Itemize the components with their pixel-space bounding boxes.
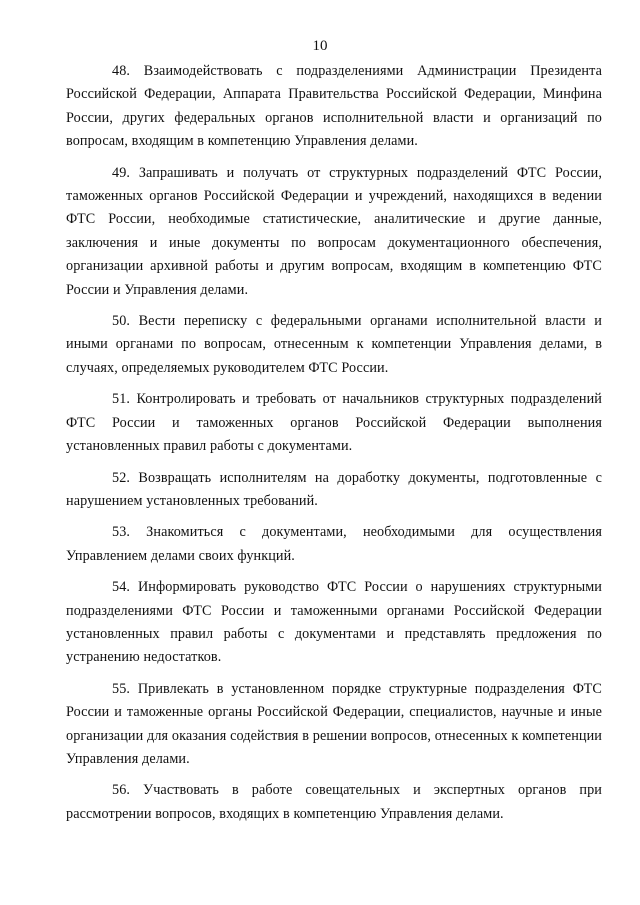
- paragraph-53: 53. Знакомиться с документами, необходимыми для осуществления Управлением делами своих функций.: [66, 524, 602, 564]
- paragraph-52: 52. Возвращать исполнителям на доработку документы, подготовленные с нарушением установленных требований.: [66, 469, 602, 509]
- paragraph-55: 55. Привлекать в установленном порядке структурные подразделения ФТС России и таможенные органы Российской Федерации, специалистов, научные и иные организации для оказания содействия в решении вопросов, отнесенных к компетенции Управления делами.: [66, 680, 602, 767]
- page-number: 10: [312, 38, 328, 54]
- paragraph-54: 54. Информировать руководство ФТС России о нарушениях структурными подразделениями ФТС России и таможенными органами Российской Федерации установленных правил работы с документами и представлять предложения по устранению недостатков.: [66, 579, 602, 666]
- paragraph-50: 50. Вести переписку с федеральными органами исполнительной власти и иными органами по вопросам, отнесенным к компетенции Управления делами, в случаях, определяемых руководителем ФТС России.: [66, 313, 602, 376]
- document-body: [66, 60, 602, 834]
- paragraph-51: 51. Контролировать и требовать от начальников структурных подразделений ФТС России и таможенных органов Российской Федерации выполнения установленных правил работы с документами.: [66, 391, 602, 455]
- paragraph-49: 49. Запрашивать и получать от структурных подразделений ФТС России, таможенных органов Российской Федерации и учреждений, находящихся в ведении ФТС России, необходимые статистические, аналитические и другие данные, заключения и иные документы по вопросам документационного обеспечения, организации архивной работы и другим вопросам, входящим в компетенцию ФТС России и Управления делами.: [66, 164, 602, 298]
- paragraph-48: 48. Взаимодействовать с подразделениями Администрации Президента Российской Федерации, Аппарата Правительства Российской Федерации, Минфина России, других федеральных органов исполнительной власти и организаций по вопросам, входящим в компетенцию Управления делами.: [66, 63, 602, 150]
- paragraph-56: 56. Участвовать в работе совещательных и экспертных органов при рассмотрении вопросов, входящих в компетенцию Управления делами.: [66, 782, 602, 822]
